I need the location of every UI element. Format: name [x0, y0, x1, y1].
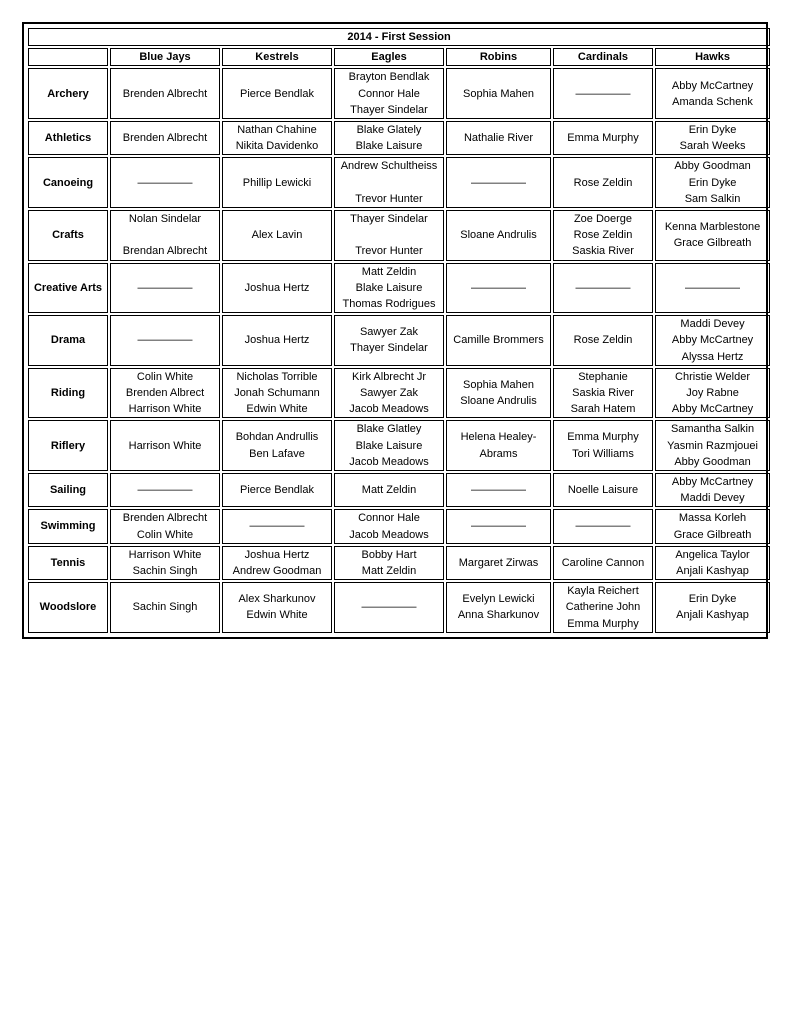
roster-cell: [334, 263, 444, 314]
camper-name: Maddi Devey: [680, 318, 745, 331]
roster-cell: [222, 420, 332, 471]
camper-name: Thayer Sindelar: [350, 213, 428, 225]
activity-name: Sailing: [28, 473, 108, 507]
activity-row: [28, 68, 770, 119]
camper-name: Brenden Albrecht: [122, 87, 208, 100]
roster-cell: [655, 368, 770, 419]
camper-name: Sloane Andrulis: [460, 395, 537, 408]
camper-name: Colin White: [136, 528, 194, 541]
camper-name: Anna Sharkunov: [457, 609, 540, 622]
roster-cell: [222, 473, 332, 507]
roster-cell: [222, 263, 332, 314]
roster-cell: [334, 420, 444, 471]
camper-name: Matt Zeldin: [361, 564, 417, 577]
roster-cell: [110, 68, 220, 119]
roster-cell: [222, 368, 332, 419]
camper-name: Sarah Hatem: [570, 403, 636, 416]
camper-name: Brenden Albrecht: [122, 132, 208, 145]
camper-name: Blake Laisure: [355, 439, 423, 452]
activity-row: [28, 315, 770, 366]
camper-name: Saskia River: [572, 386, 634, 399]
camper-name: Erin Dyke: [688, 176, 737, 189]
camper-name: Joshua Hertz: [244, 281, 310, 294]
activity-name: Athletics: [28, 121, 108, 155]
roster-cell: [553, 420, 653, 471]
roster-cell: [553, 473, 653, 507]
activity-row: [28, 210, 770, 261]
roster-cell: [222, 68, 332, 119]
roster-cell: [553, 210, 653, 261]
camper-name: Edwin White: [246, 609, 308, 622]
activity-name: Creative Arts: [28, 263, 108, 314]
roster-cell: [446, 546, 551, 580]
column-header-hawks: Hawks: [655, 48, 770, 66]
camper-name: Andrew Goodman: [232, 564, 322, 577]
activity-name: Archery: [28, 68, 108, 119]
roster-cell: [655, 210, 770, 261]
roster-cell: [222, 582, 332, 633]
camper-name: [336, 227, 442, 243]
camper-name: Catherine John: [565, 601, 641, 614]
camper-name: Abby Goodman: [674, 160, 751, 173]
camper-name: Angelica Taylor: [675, 548, 750, 561]
camper-name: Yasmin Razmjouei: [667, 439, 758, 452]
roster-cell: [110, 315, 220, 366]
camper-name: —————: [249, 520, 305, 533]
camper-name: Connor Hale: [358, 512, 420, 525]
roster-cell: [655, 68, 770, 119]
camper-name: Rose Zeldin: [573, 229, 633, 242]
camper-name: Thayer Sindelar: [350, 342, 428, 355]
camper-name: [336, 175, 442, 191]
roster-cell: [110, 420, 220, 471]
roster-cell: [222, 509, 332, 543]
camper-name: Nathalie River: [463, 132, 534, 145]
camper-name: Nolan Sindelar: [128, 213, 202, 225]
activity-name: Canoeing: [28, 157, 108, 208]
roster-cell: [553, 263, 653, 314]
roster-cell: [110, 546, 220, 580]
camper-name: Pierce Bendlak: [240, 87, 314, 100]
camper-name: Sachin Singh: [132, 564, 198, 577]
camper-name: Sam Salkin: [684, 192, 741, 205]
camper-name: Harrison White: [128, 439, 202, 452]
roster-cell: [446, 157, 551, 208]
camper-name: —————: [137, 334, 193, 347]
roster-cell: [334, 210, 444, 261]
camper-name: Pierce Bendlak: [240, 484, 314, 497]
camper-name: Blake Laisure: [355, 140, 423, 153]
camper-name: Noelle Laisure: [567, 484, 639, 497]
camper-name: Rose Zeldin: [573, 334, 633, 347]
roster-cell: [655, 509, 770, 543]
camper-name: Matt Zeldin: [361, 265, 417, 278]
column-header-eagles: Eagles: [334, 48, 444, 66]
activity-row: [28, 263, 770, 314]
roster-cell: [446, 315, 551, 366]
camper-name: Brendan Albrecht: [122, 245, 208, 258]
camper-name: Connor Hale: [358, 87, 420, 100]
roster-cell: [655, 263, 770, 314]
roster-cell: [446, 368, 551, 419]
activity-row: [28, 157, 770, 208]
camper-name: Abby McCartney: [671, 79, 754, 92]
camper-name: Abby McCartney: [671, 403, 754, 416]
camper-name: Jacob Meadows: [349, 455, 429, 468]
roster-cell: [334, 368, 444, 419]
roster-cell: [446, 210, 551, 261]
roster-cell: [655, 420, 770, 471]
roster-cell: [110, 121, 220, 155]
roster-cell: [334, 582, 444, 633]
camper-name: —————: [361, 601, 417, 614]
camper-name: Tori Williams: [572, 447, 634, 460]
camper-name: Stephanie: [578, 370, 628, 383]
roster-cell: [446, 509, 551, 543]
camper-name: Harrison White: [128, 548, 202, 561]
roster-cell: [110, 157, 220, 208]
camper-name: Emma Murphy: [567, 617, 639, 630]
camper-name: Caroline Cannon: [561, 556, 645, 569]
roster-cell: [110, 368, 220, 419]
roster-cell: [334, 121, 444, 155]
camper-name: Brayton Bendlak: [348, 71, 430, 84]
camper-name: Colin White: [136, 370, 194, 383]
roster-cell: [553, 157, 653, 208]
camper-name: Phillip Lewicki: [242, 176, 312, 189]
roster-body: [28, 28, 770, 633]
roster-cell: [334, 157, 444, 208]
camper-name: Joshua Hertz: [244, 548, 310, 561]
roster-cell: [655, 473, 770, 507]
camper-name: Brenden Albrecht: [122, 512, 208, 525]
camper-name: Evelyn Lewicki: [462, 593, 535, 606]
roster-cell: [446, 68, 551, 119]
roster-cell: [553, 68, 653, 119]
camper-name: Sachin Singh: [132, 601, 198, 614]
camper-name: Samantha Salkin: [670, 423, 755, 436]
camper-name: Grace Gilbreath: [673, 528, 752, 541]
roster-cell: [553, 315, 653, 366]
activity-row: [28, 121, 770, 155]
activity-name: Riding: [28, 368, 108, 419]
camper-name: Jacob Meadows: [349, 528, 429, 541]
roster-cell: [553, 121, 653, 155]
roster-cell: [110, 509, 220, 543]
camper-name: Sophia Mahen: [463, 87, 534, 100]
activity-name: Riflery: [28, 420, 108, 471]
roster-cell: [222, 546, 332, 580]
roster-cell: [334, 509, 444, 543]
roster-cell: [446, 582, 551, 633]
activity-name: Swimming: [28, 509, 108, 543]
activity-roster-table: [26, 26, 772, 635]
roster-cell: [655, 546, 770, 580]
roster-cell: [222, 121, 332, 155]
camper-name: Jacob Meadows: [349, 403, 429, 416]
camper-name: Bobby Hart: [361, 548, 417, 561]
camper-name: —————: [471, 520, 526, 533]
activity-row: [28, 509, 770, 543]
camper-name: Brenden Albrect: [125, 386, 205, 399]
camper-name: Kirk Albrecht Jr: [352, 370, 426, 383]
camper-name: Abrams: [479, 447, 518, 460]
camper-name: Alex Sharkunov: [238, 593, 316, 606]
roster-cell: [446, 121, 551, 155]
camper-name: Blake Laisure: [355, 281, 423, 294]
camper-name: Blake Glately: [356, 124, 422, 136]
camper-name: Blake Glatley: [356, 423, 422, 436]
camper-name: —————: [137, 281, 193, 294]
roster-cell: [446, 263, 551, 314]
activity-row: [28, 368, 770, 419]
roster-cell: [655, 315, 770, 366]
roster-cell: [334, 473, 444, 507]
camper-name: Andrew Schultheiss: [340, 160, 438, 173]
activity-row: [28, 546, 770, 580]
camper-name: Erin Dyke: [688, 124, 737, 136]
roster-cell: [110, 582, 220, 633]
column-header-blue-jays: Blue Jays: [110, 48, 220, 66]
camper-name: Alex Lavin: [251, 229, 303, 242]
camper-name: Thayer Sindelar: [350, 103, 428, 116]
camper-name: Massa Korleh: [678, 512, 747, 525]
roster-cell: [446, 420, 551, 471]
roster-cell: [334, 546, 444, 580]
column-header-cardinals: Cardinals: [553, 48, 653, 66]
roster-cell: [655, 157, 770, 208]
camper-name: —————: [471, 281, 526, 294]
activity-row: [28, 420, 770, 471]
camper-name: Joshua Hertz: [244, 334, 310, 347]
camper-name: Alyssa Hertz: [681, 350, 744, 363]
activity-row: [28, 582, 770, 633]
activity-name: Woodslore: [28, 582, 108, 633]
camper-name: —————: [575, 520, 631, 533]
camper-name: Matt Zeldin: [361, 484, 417, 497]
column-header-kestrels: Kestrels: [222, 48, 332, 66]
roster-cell: [655, 582, 770, 633]
activity-name: Crafts: [28, 210, 108, 261]
header-row: [28, 48, 770, 66]
roster-cell: [110, 473, 220, 507]
roster-cell: [553, 509, 653, 543]
camper-name: Harrison White: [128, 403, 202, 416]
camper-name: Thomas Rodrigues: [342, 297, 436, 310]
roster-cell: [222, 315, 332, 366]
camper-name: Erin Dyke: [688, 593, 737, 606]
camper-name: Emma Murphy: [567, 431, 639, 444]
camper-name: Sophia Mahen: [463, 378, 534, 391]
roster-cell: [334, 68, 444, 119]
camper-name: Saskia River: [572, 245, 634, 258]
camper-name: Abby McCartney: [671, 475, 754, 488]
camper-name: —————: [137, 484, 193, 497]
camper-name: [112, 227, 218, 243]
camper-name: Helena Healey-: [460, 431, 537, 444]
roster-cell: [655, 121, 770, 155]
activity-row: [28, 473, 770, 507]
camper-name: Christie Welder: [675, 370, 751, 383]
activity-name: Drama: [28, 315, 108, 366]
camper-name: Nikita Davidenko: [235, 140, 319, 153]
camper-name: —————: [575, 281, 631, 294]
activity-name: Tennis: [28, 546, 108, 580]
camper-name: Anjali Kashyap: [676, 609, 749, 622]
camper-name: —————: [685, 281, 741, 294]
roster-cell: [553, 582, 653, 633]
camper-name: Sloane Andrulis: [460, 229, 537, 242]
camper-name: —————: [471, 176, 526, 189]
camper-name: Sawyer Zak: [359, 386, 419, 399]
camper-name: —————: [471, 484, 526, 497]
camper-name: Edwin White: [246, 403, 308, 416]
camper-name: Zoe Doerge: [573, 213, 633, 225]
camper-name: Emma Murphy: [567, 132, 639, 145]
roster-cell: [553, 368, 653, 419]
camper-name: Margaret Zirwas: [458, 556, 539, 569]
roster-cell: [110, 210, 220, 261]
camper-name: Anjali Kashyap: [676, 564, 749, 577]
camper-name: Nicholas Torrible: [236, 370, 318, 383]
camper-name: Maddi Devey: [680, 492, 745, 505]
camper-name: Kayla Reichert: [567, 585, 639, 598]
session-title: 2014 - First Session: [28, 28, 770, 46]
camper-name: Grace Gilbreath: [673, 237, 752, 250]
camper-name: Camille Brommers: [453, 334, 544, 347]
title-row: [28, 28, 770, 46]
roster-cell: [446, 473, 551, 507]
camper-name: Ben Lafave: [249, 447, 305, 460]
camper-name: Amanda Schenk: [672, 95, 753, 108]
camper-name: —————: [137, 176, 193, 189]
camper-name: Abby Goodman: [674, 455, 751, 468]
roster-cell: [222, 157, 332, 208]
column-header-robins: Robins: [446, 48, 551, 66]
camper-name: Trevor Hunter: [355, 192, 423, 205]
corner-cell: [28, 48, 108, 66]
camper-name: Sarah Weeks: [679, 140, 746, 153]
camper-name: Nathan Chahine: [237, 124, 317, 136]
camper-name: Kenna Marblestone: [664, 221, 761, 234]
roster-cell: [222, 210, 332, 261]
roster-cell: [110, 263, 220, 314]
camper-name: —————: [575, 87, 631, 100]
camper-name: Joy Rabne: [686, 386, 739, 399]
camper-name: Trevor Hunter: [355, 245, 423, 258]
camper-name: Bohdan Andrullis: [235, 431, 319, 444]
camper-name: Jonah Schumann: [234, 386, 320, 399]
roster-cell: [334, 315, 444, 366]
camper-name: Rose Zeldin: [573, 176, 633, 189]
camper-name: Abby McCartney: [671, 334, 754, 347]
schedule-sheet: [22, 22, 768, 639]
camper-name: Sawyer Zak: [359, 326, 419, 339]
roster-cell: [553, 546, 653, 580]
